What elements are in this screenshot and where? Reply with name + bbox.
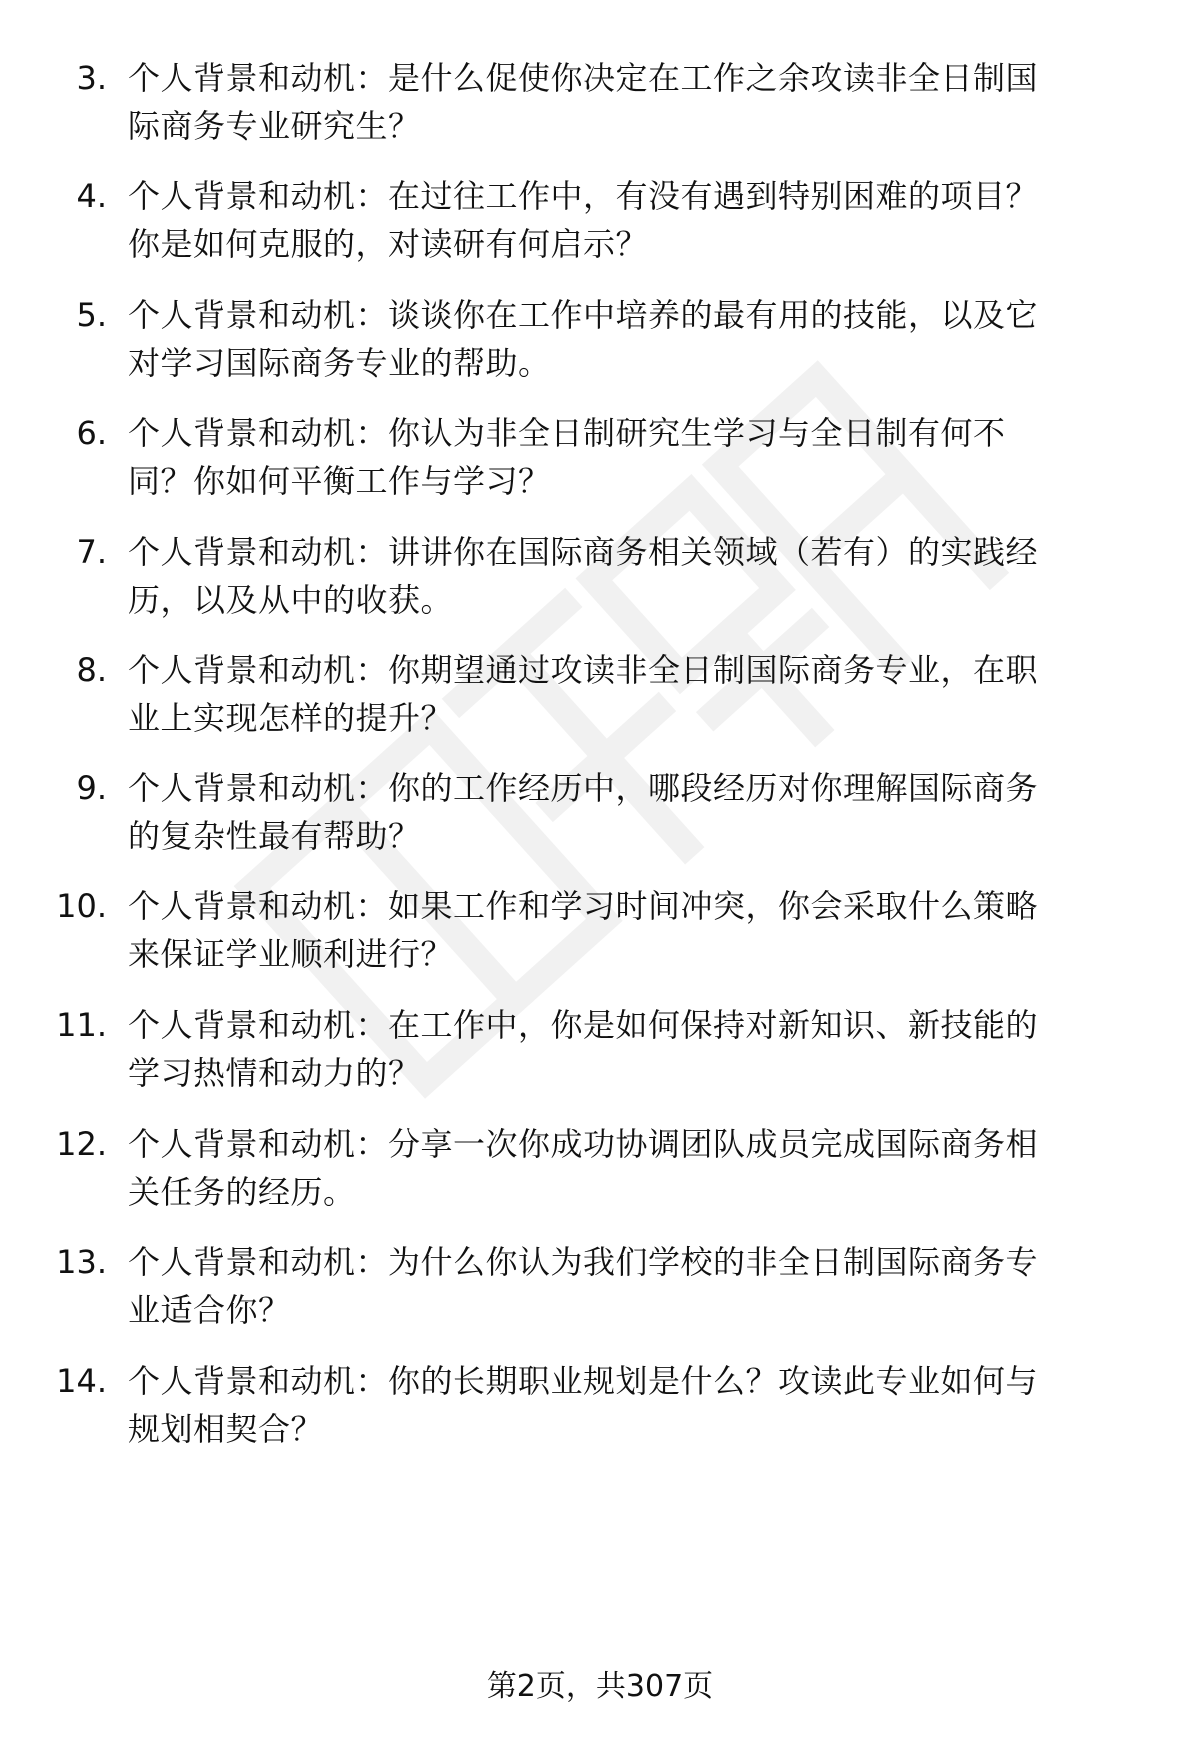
question-text [128,882,1128,978]
question-line: 你是如何克服的，对读研有何启示？ [128,225,649,263]
question-item [0,528,1200,638]
question-line: 学习热情和动力的？ [128,1054,421,1092]
question-number: 13. [56,1243,107,1281]
question-item [0,1357,1200,1467]
question-line: 业上实现怎样的提升？ [128,699,454,737]
question-item [0,409,1200,519]
question-text [128,1357,1128,1453]
question-line: 个人背景和动机：为什么你认为我们学校的非全日制国际商务专 [128,1243,1039,1281]
question-number: 9. [76,769,107,807]
question-line: 际商务专业研究生？ [128,107,421,145]
question-item [0,1001,1200,1111]
question-item [0,882,1200,992]
question-number: 8. [76,651,107,689]
question-number: 14. [56,1362,107,1400]
question-line: 的复杂性最有帮助？ [128,817,421,855]
question-line: 个人背景和动机：在过往工作中，有没有遇到特别困难的项目？ [128,177,1039,215]
question-number: 12. [56,1125,107,1163]
question-line: 历，以及从中的收获。 [128,581,454,619]
question-text [128,1238,1128,1334]
question-number: 6. [76,414,107,452]
question-text [128,528,1128,624]
question-number: 11. [56,1006,107,1044]
question-line: 个人背景和动机：你期望通过攻读非全日制国际商务专业，在职 [128,651,1039,689]
question-number: 10. [56,887,107,925]
question-item [0,291,1200,401]
question-line: 个人背景和动机：谈谈你在工作中培养的最有用的技能，以及它 [128,296,1039,334]
question-line: 个人背景和动机：你的工作经历中，哪段经历对你理解国际商务 [128,769,1039,807]
question-line: 业适合你？ [128,1291,291,1329]
question-text [128,409,1128,505]
question-line: 规划相契合？ [128,1410,324,1448]
question-text [128,291,1128,387]
page-footer: 第2页，共307页 [486,1669,714,1704]
question-line: 个人背景和动机：你认为非全日制研究生学习与全日制有何不 [128,414,1006,452]
question-line: 同？你如何平衡工作与学习？ [128,462,551,500]
question-line: 个人背景和动机：讲讲你在国际商务相关领域（若有）的实践经 [128,533,1039,571]
question-text [128,54,1128,150]
question-text [128,764,1128,860]
question-number: 7. [76,533,107,571]
question-item [0,54,1200,164]
question-line: 个人背景和动机：在工作中，你是如何保持对新知识、新技能的 [128,1006,1039,1044]
question-line: 对学习国际商务专业的帮助。 [128,344,551,382]
question-line: 来保证学业顺利进行？ [128,935,454,973]
question-text [128,172,1128,268]
question-item [0,764,1200,874]
question-number: 5. [76,296,107,334]
question-number: 3. [76,59,107,97]
question-line: 个人背景和动机：你的长期职业规划是什么？攻读此专业如何与 [128,1362,1039,1400]
question-item [0,1120,1200,1230]
question-text [128,1120,1128,1216]
question-text [128,1001,1128,1097]
question-text [128,646,1128,742]
question-item [0,646,1200,756]
question-line: 个人背景和动机：是什么促使你决定在工作之余攻读非全日制国 [128,59,1039,97]
question-number: 4. [76,177,107,215]
question-item [0,172,1200,282]
question-item [0,1238,1200,1348]
question-line: 个人背景和动机：如果工作和学习时间冲突，你会采取什么策略 [128,887,1039,925]
question-line: 关任务的经历。 [128,1173,356,1211]
question-line: 个人背景和动机：分享一次你成功协调团队成员完成国际商务相 [128,1125,1039,1163]
